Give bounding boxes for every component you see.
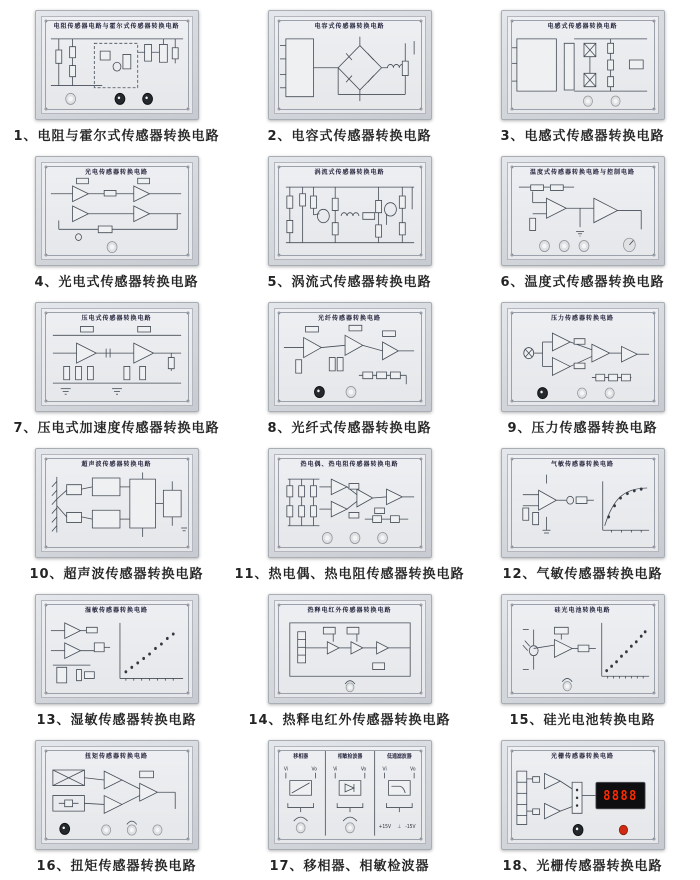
panel-face [507,600,659,698]
panel-face [274,308,426,406]
panel-title: 电容式传感器转换电路 [314,23,385,30]
panel-face [507,746,659,844]
ground-label: ⊥ [396,824,401,830]
circuit-panel-5 [268,156,432,266]
schematic-drawing [276,614,424,694]
schematic-drawing [509,468,657,548]
catalog-cell-12 [466,441,699,587]
panel-title: 光纤传感器转换电路 [317,315,381,322]
item-caption: 15、硅光电池转换电路 [509,713,656,728]
reset-button-red [619,825,627,834]
panel-title: 电阻传感器电路与霍尔式传感器转换电路 [53,23,180,30]
panel-title: 电感式传感器转换电路 [547,23,618,30]
schematic-drawing [276,30,424,110]
schematic-drawing [509,760,657,840]
panel-face [41,16,193,114]
circuit-panel-7 [35,302,199,412]
section-title: 低通滤波器 [386,753,412,761]
panel-face [507,454,659,552]
item-caption: 12、气敏传感器转换电路 [502,567,663,582]
catalog-cell-3 [466,3,699,149]
circuit-panel-17 [268,740,432,850]
panel-title: 热释电红外传感器转换电路 [307,607,392,614]
circuit-panel-11 [268,448,432,558]
circuit-panel-16 [35,740,199,850]
panel-face [274,16,426,114]
panel-face [274,746,426,844]
panel-face [507,308,659,406]
schematic-drawing [43,30,191,110]
circuit-panel-13 [35,594,199,704]
item-caption: 4、光电式传感器转换电路 [34,275,199,290]
panel-title: 压力传感器转换电路 [550,315,614,322]
catalog-cell-6 [466,149,699,295]
catalog-cell-11 [233,441,466,587]
circuit-panel-1 [35,10,199,120]
catalog-cell-1 [0,3,233,149]
circuit-panel-8 [268,302,432,412]
catalog-cell-10 [0,441,233,587]
schematic-drawing [509,322,657,402]
item-caption: 9、压力传感器转换电路 [507,421,658,436]
schematic-drawing [43,760,191,840]
catalog-cell-18 [466,733,699,879]
item-caption: 8、光纤式传感器转换电路 [267,421,432,436]
item-caption: 13、湿敏传感器转换电路 [36,713,197,728]
schematic-drawing [509,30,657,110]
panel-title: 气敏传感器转换电路 [550,461,614,468]
item-caption: 18、光栅传感器转换电路 [502,859,663,874]
panel-face [41,454,193,552]
schematic-drawing [276,322,424,402]
catalog-cell-5 [233,149,466,295]
voltage-label: +15V [378,824,391,830]
knob-dark [142,93,152,104]
circuit-panel-14 [268,594,432,704]
item-caption: 1、电阻与霍尔式传感器转换电路 [13,129,220,144]
catalog-cell-4 [0,149,233,295]
circuit-panel-18 [501,740,665,850]
panel-title: 涡流式传感器转换电路 [314,169,385,176]
knob-dark [314,386,324,397]
panel-title: 扭矩传感器转换电路 [84,753,148,760]
circuit-panel-4 [35,156,199,266]
panel-title: 光栅传感器转换电路 [550,753,614,760]
catalog-cell-14 [233,587,466,733]
circuit-panel-6 [501,156,665,266]
svg-text:Vo: Vo [360,767,366,773]
svg-text:Vi: Vi [382,767,387,773]
catalog-cell-17 [233,733,466,879]
panel-face [274,600,426,698]
svg-text:Vi: Vi [283,767,288,773]
item-caption: 16、扭矩传感器转换电路 [36,859,197,874]
display-digits: 8888 [602,787,638,804]
schematic-drawing [276,468,424,548]
catalog-cell-16 [0,733,233,879]
panel-title: 压电式传感器转换电路 [81,315,152,322]
catalog-cell-2 [233,3,466,149]
circuit-panel-12 [501,448,665,558]
schematic-drawing [43,322,191,402]
panel-face [41,746,193,844]
panel-title: 湿敏传感器转换电路 [84,607,148,614]
item-caption: 2、电容式传感器转换电路 [267,129,432,144]
panel-face [41,308,193,406]
svg-text:Vi: Vi [332,767,337,773]
item-caption: 5、涡流式传感器转换电路 [267,275,432,290]
panel-title: 热电偶、热电阻传感器转换电路 [300,461,399,468]
schematic-drawing [509,176,657,256]
circuit-panel-15 [501,594,665,704]
panel-face [41,162,193,260]
item-caption: 10、超声波传感器转换电路 [29,567,204,582]
circuit-panel-3 [501,10,665,120]
voltage-label: -15V [404,824,416,830]
knob-dark [115,93,125,104]
item-caption: 17、移相器、相敏检波器 [269,859,430,874]
knob-dark [537,388,547,399]
catalog-cell-15 [466,587,699,733]
item-caption: 11、热电偶、热电阻传感器转换电路 [234,567,465,582]
knob-dark [573,824,583,835]
section-title: 移相器 [292,753,308,761]
meter-dial [623,238,635,251]
panel-title: 温度式传感器转换电路与控制电路 [529,169,635,176]
section-title: 相敏检波器 [337,753,362,761]
catalog-cell-8 [233,295,466,441]
panel-face [274,454,426,552]
schematic-drawing [509,614,657,694]
panel-title: 超声波传感器转换电路 [81,461,152,468]
circuit-panel-10 [35,448,199,558]
catalog-cell-13 [0,587,233,733]
panel-face [41,600,193,698]
catalog-cell-7 [0,295,233,441]
panel-face [274,162,426,260]
circuit-panel-9 [501,302,665,412]
panel-face [507,162,659,260]
schematic-drawing [43,614,191,694]
item-caption: 7、压电式加速度传感器转换电路 [13,421,220,436]
schematic-drawing [43,176,191,256]
item-caption: 3、电感式传感器转换电路 [500,129,665,144]
catalog-cell-9 [466,295,699,441]
circuit-panel-2 [268,10,432,120]
schematic-drawing [276,176,424,256]
item-caption: 14、热释电红外传感器转换电路 [248,713,451,728]
schematic-drawing [43,468,191,548]
panel-title: 光电传感器转换电路 [84,169,148,176]
panel-face [507,16,659,114]
svg-text:Vo: Vo [311,767,317,773]
knob-dark [59,823,69,834]
item-caption: 6、温度式传感器转换电路 [500,275,665,290]
panel-title: 硅光电池转换电路 [554,607,611,614]
svg-text:Vo: Vo [409,767,416,773]
schematic-drawing [276,747,424,839]
